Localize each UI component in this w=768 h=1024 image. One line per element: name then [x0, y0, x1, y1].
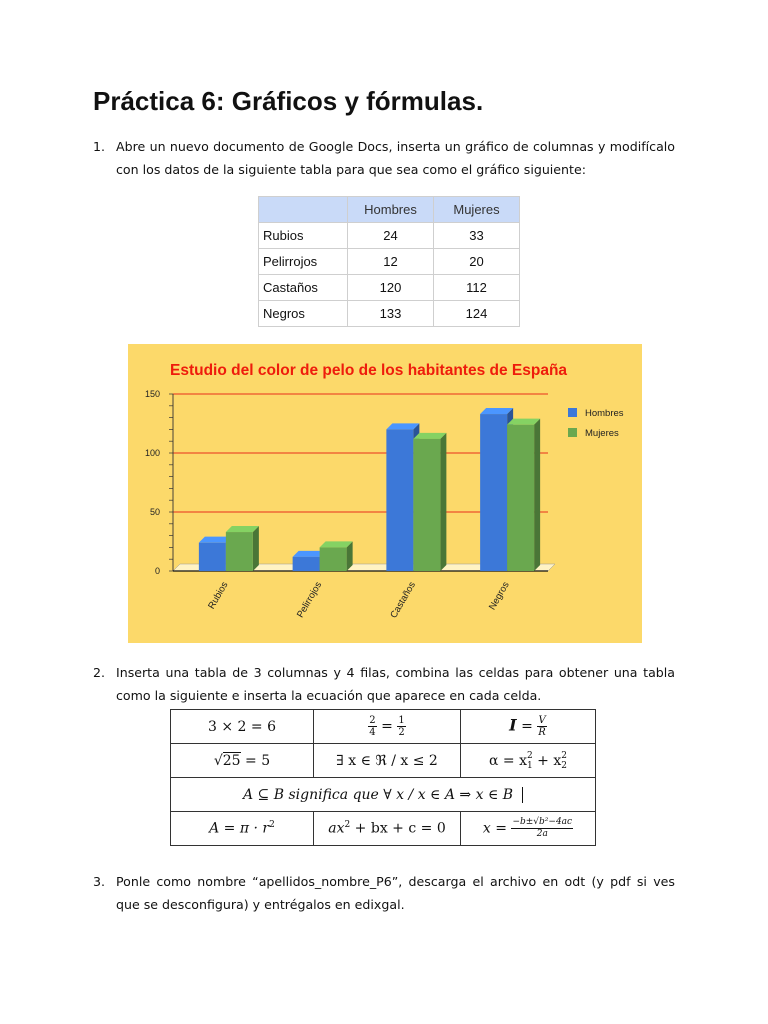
table-header-cell [259, 197, 348, 223]
equation: A = π · r [209, 820, 270, 837]
radicand: 25 [222, 752, 241, 769]
page-title: Práctica 6: Gráficos y fórmulas. [93, 86, 484, 116]
variable: I [509, 715, 517, 735]
bar [386, 429, 413, 571]
merged-equation-cell [171, 778, 596, 812]
equation: + x [532, 752, 562, 769]
table-cell: 33 [434, 223, 520, 249]
instruction-text: Ponle como nombre “apellidos_nombre_P6”, descarga el archivo en odt (y pdf si ves que se desconfigura) y entrégalos en edixgal. [116, 874, 675, 912]
bar [507, 425, 534, 571]
bar [320, 547, 347, 571]
superscript: 2 [269, 820, 275, 831]
equation-cell [171, 744, 314, 778]
x-category-label: Negros [486, 580, 512, 613]
denominator: 4 [369, 727, 376, 738]
table-cell: Negros [259, 301, 348, 327]
instruction-2 [93, 661, 675, 707]
superscript: 2 [344, 820, 351, 831]
bar-side [534, 419, 540, 571]
table-row [171, 744, 596, 778]
instruction-text: Abre un nuevo documento de Google Docs, inserta un gráfico de columnas y modifícalo con los datos de la siguiente tabla para que sea como el gráfico siguiente: [116, 139, 675, 177]
table-cell: 120 [348, 275, 434, 301]
equation: ∃ x ∈ ℜ / x ≤ 2 [336, 752, 438, 769]
bar [199, 543, 226, 571]
y-tick-label: 150 [144, 389, 160, 399]
table-cell: 133 [348, 301, 434, 327]
denominator: 2a [536, 829, 548, 839]
y-tick-label: 0 [154, 566, 160, 576]
subscript: 2 [561, 760, 567, 771]
equation-cell [314, 812, 461, 846]
table-row [171, 812, 596, 846]
instruction-text: Inserta una tabla de 3 columnas y 4 filas, combina las celdas para obtener una tabla como la siguiente e inserta la ecuación que aparece en cada celda. [116, 665, 675, 703]
equation: α = x [489, 752, 527, 769]
superscript: 2 [526, 750, 533, 761]
instruction-number: 2. [93, 665, 106, 680]
equation-cell [314, 744, 461, 778]
bar-side [440, 433, 446, 571]
equation: x = [482, 820, 507, 837]
table-header-cell: Hombres [348, 197, 434, 223]
table-row [259, 301, 520, 327]
instruction-number: 3. [93, 874, 106, 889]
fraction [537, 715, 547, 738]
table-cell: Pelirrojos [259, 249, 348, 275]
subscript: 1 [526, 760, 533, 771]
table-header-row [259, 197, 520, 223]
hair-color-chart [128, 344, 642, 643]
bar [413, 439, 440, 571]
bar [293, 557, 320, 571]
data-table [258, 196, 520, 327]
table-header-cell: Mujeres [434, 197, 520, 223]
equation-table [170, 709, 596, 846]
legend-swatch [568, 428, 577, 437]
x-category-label: Pelirrojos [294, 580, 325, 620]
y-tick-label: 100 [144, 448, 160, 458]
fraction [511, 817, 573, 840]
equation: A ⊆ B significa que ∀ x / x ∈ A ⇒ x ∈ B [243, 786, 514, 803]
numerator: −b±√b²−4ac [512, 817, 573, 827]
legend-label: Hombres [585, 408, 624, 419]
root-symbol: √ [213, 752, 223, 769]
denominator: 2 [398, 727, 405, 738]
bar-side [253, 526, 259, 571]
table-row [259, 223, 520, 249]
fraction [397, 715, 405, 738]
text-cursor [522, 787, 524, 803]
equation-cell [314, 710, 461, 744]
chart-title: Estudio del color de pelo de los habitantes de España [170, 362, 568, 379]
y-tick-label: 50 [149, 507, 160, 517]
legend-swatch [568, 408, 577, 417]
numerator: V [538, 715, 546, 726]
x-category-label: Rubios [206, 580, 231, 612]
fraction [368, 715, 376, 738]
bar [480, 414, 507, 571]
numerator: 2 [369, 715, 376, 726]
equation-cell [171, 812, 314, 846]
numerator: 1 [398, 715, 405, 726]
legend-label: Mujeres [585, 428, 619, 439]
x-category-label: Castaños [388, 580, 418, 621]
table-row [171, 710, 596, 744]
table-row [259, 275, 520, 301]
table-row [171, 778, 596, 812]
table-cell: Castaños [259, 275, 348, 301]
table-cell: 112 [434, 275, 520, 301]
equation: + bx + c = 0 [350, 820, 446, 837]
equation-cell [461, 812, 596, 846]
table-row [259, 249, 520, 275]
equation: 3 × 2 = 6 [208, 718, 276, 735]
equation-cell [171, 710, 314, 744]
equation-cell [461, 744, 596, 778]
table-cell: 124 [434, 301, 520, 327]
equation: ax [328, 820, 345, 837]
table-cell: Rubios [259, 223, 348, 249]
equals-sign: = [521, 718, 533, 735]
equals-sign: = [381, 718, 393, 735]
instruction-3 [93, 870, 675, 916]
instruction-1 [93, 135, 675, 181]
table-cell: 20 [434, 249, 520, 275]
denominator: R [538, 727, 546, 738]
equation-cell [461, 710, 596, 744]
equation-rest: = 5 [240, 752, 271, 769]
table-cell: 12 [348, 249, 434, 275]
table-cell: 24 [348, 223, 434, 249]
bar [226, 532, 253, 571]
superscript: 2 [561, 750, 567, 761]
chart-canvas [128, 344, 642, 643]
instruction-number: 1. [93, 139, 106, 154]
